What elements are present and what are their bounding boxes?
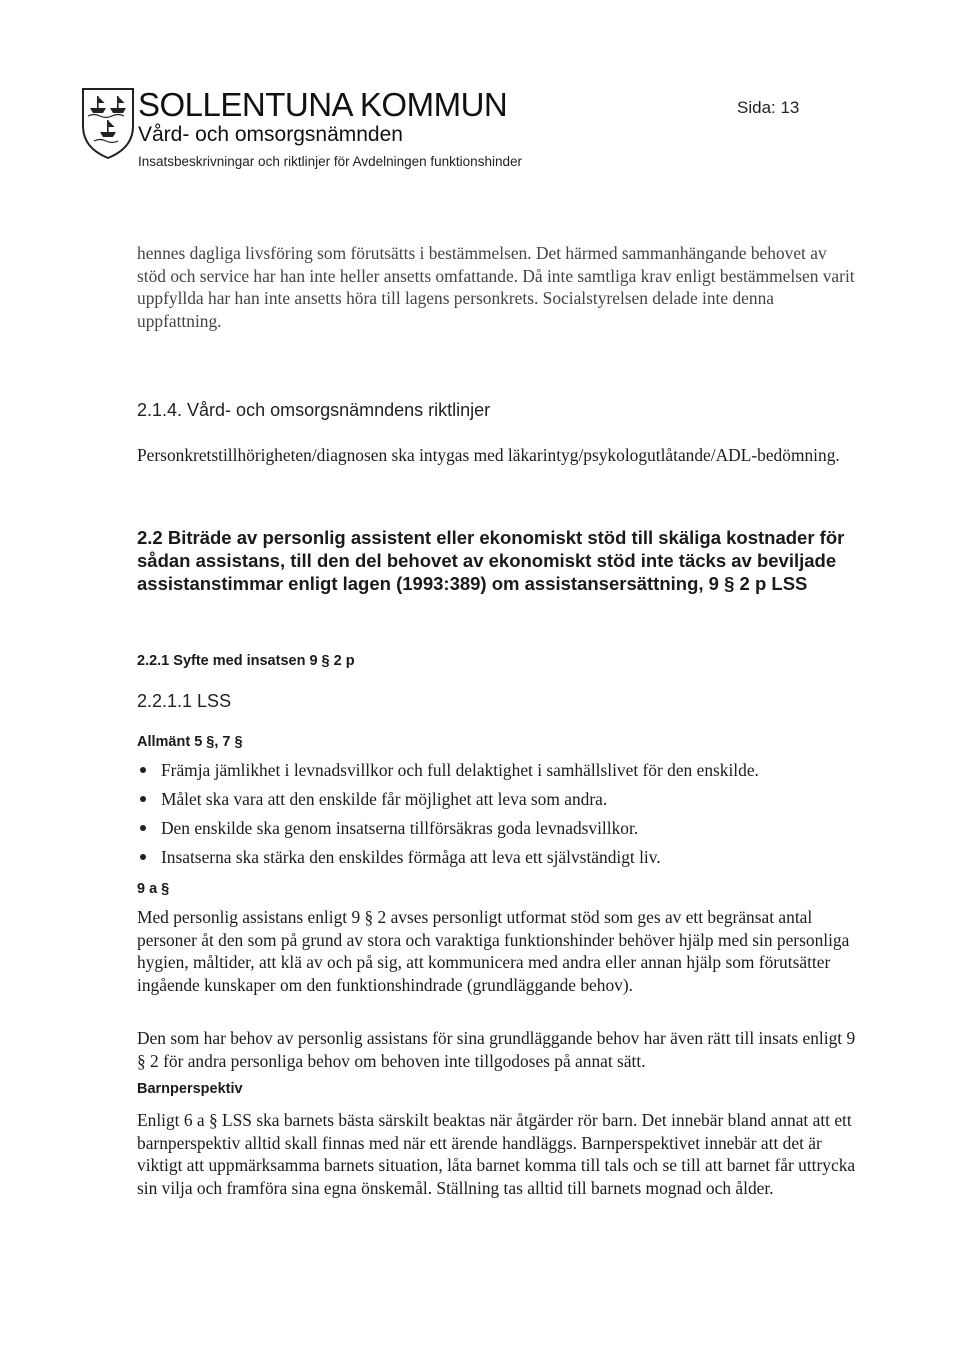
bullet-icon — [140, 796, 146, 802]
section-heading-2-2-1-1: 2.2.1.1 LSS — [137, 691, 232, 711]
label-9a: 9 a § — [137, 881, 170, 897]
municipal-crest-icon — [80, 86, 136, 160]
label-allmant: Allmänt 5 §, 7 § — [137, 734, 243, 750]
paragraph-behov: Den som har behov av personlig assistans för sina grundläggande behov har även rätt till insats enligt 9 § 2 för andra personliga behov om behoven inte tillgodoses på annat sätt. — [137, 1028, 856, 1071]
list-item-text: Insatserna ska stärka den enskildes förmåga att leva ett självständigt liv. — [161, 847, 661, 867]
list-item — [137, 758, 857, 787]
list-item-text: Den enskilde ska genom insatserna tillförsäkras goda levnadsvillkor. — [161, 818, 639, 838]
list-item — [137, 787, 857, 816]
bullet-icon — [140, 825, 146, 831]
paragraph-barnperspektiv: Enligt 6 a § LSS ska barnets bästa särskilt beaktas när åtgärder rör barn. Det innebär bland annat att ett barnperspektiv alltid skall finnas med när ett ärende handläggs. Barnperspektivet innebär att det är viktigt att uppmärksamma barnets situation, låta barnet komma till tals och se till att barnet får uttrycka sin vilja och framföra sina egna önskemål. Ställning tas alltid till barnets mognad och ålder. — [137, 1110, 856, 1198]
list-item — [137, 845, 857, 874]
section-heading-2-2-1: 2.2.1 Syfte med insatsen 9 § 2 p — [137, 653, 355, 669]
section-heading-2-2: 2.2 Biträde av personlig assistent eller ekonomiskt stöd till skäliga kostnader för sådan assistans, till den del behovet av ekonomiskt stöd inte täcks av beviljade assistanstimmar enligt lagen (1993:389) om assistansersättning, 9 § 2 p LSS — [137, 527, 845, 594]
page-number: Sida: 13 — [737, 98, 800, 117]
list-item-text: Främja jämlikhet i levnadsvillkor och full delaktighet i samhällslivet för den enskilde. — [161, 760, 759, 780]
list-item — [137, 816, 857, 845]
section-heading-2-1-4: 2.1.4. Vård- och omsorgsnämndens riktlinjer — [137, 400, 491, 420]
label-barnperspektiv: Barnperspektiv — [137, 1081, 243, 1097]
section-2-1-4-paragraph: Personkretstillhörigheten/diagnosen ska intygas med läkarintyg/psykologutlåtande/ADL-bedömning. — [137, 445, 840, 465]
bullet-icon — [140, 767, 146, 773]
list-item-text: Målet ska vara att den enskilde får möjlighet att leva som andra. — [161, 789, 608, 809]
committee-name: Vård- och omsorgsnämnden — [138, 123, 403, 146]
intro-paragraph: hennes dagliga livsföring som förutsätts i bestämmelsen. Det härmed sammanhängande behovet av stöd och service har han inte heller ansetts omfattande. Då inte samtliga krav enligt bestämmelsen varit uppfyllda har han inte ansetts höra till lagens personkrets. Socialstyrelsen delade inte denna uppfattning. — [137, 243, 855, 331]
organization-name: SOLLENTUNA KOMMUN — [138, 86, 508, 123]
document-title: Insatsbeskrivningar och riktlinjer för Avdelningen funktionshinder — [138, 154, 522, 169]
paragraph-9a: Med personlig assistans enligt 9 § 2 avses personligt utformat stöd som ges av ett begränsat antal personer åt den som på grund av stora och varaktiga funktionshinder behöver hjälp med sin personliga hygien, måltider, att klä av och på sig, att kommunicera med andra eller annan hjälp som förutsätter ingående kunskaper om den funktionshindrade (grundläggande behov). — [137, 907, 850, 995]
goal-list — [137, 758, 857, 874]
bullet-icon — [140, 854, 146, 860]
